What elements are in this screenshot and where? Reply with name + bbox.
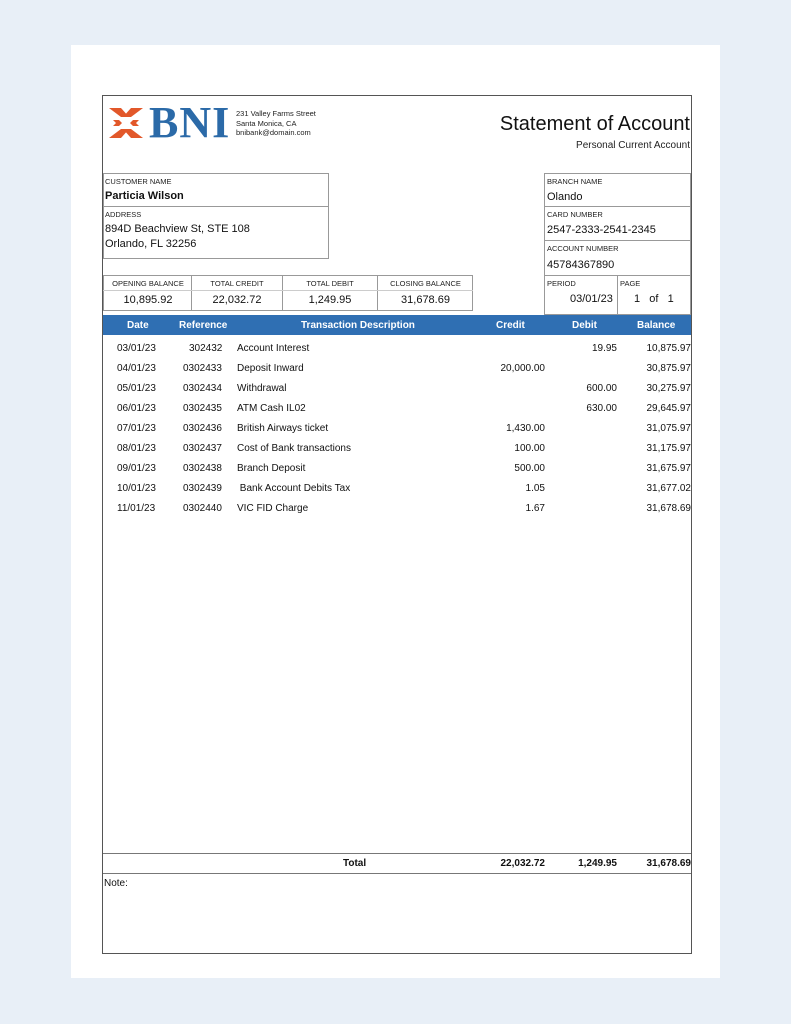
branch-name: Olando — [547, 191, 583, 203]
table-row — [103, 419, 691, 439]
row-desc: Account Interest — [237, 343, 310, 354]
row-date: 04/01/23 — [117, 363, 156, 374]
row-credit: 1.05 — [525, 483, 545, 494]
divider — [103, 206, 329, 207]
row-desc: Deposit Inward — [237, 363, 304, 374]
divider — [103, 290, 473, 291]
row-balance: 31,175.97 — [646, 443, 691, 454]
col-description: Transaction Description — [301, 320, 415, 331]
total-credit-label: TOTAL CREDIT — [210, 279, 264, 288]
period-value: 03/01/23 — [570, 293, 613, 305]
row-debit: 19.95 — [591, 343, 617, 354]
statement-subtitle: Personal Current Account — [576, 140, 690, 151]
total-debit-sum: 1,249.95 — [578, 858, 617, 869]
row-credit: 1,430.00 — [506, 423, 545, 434]
row-credit: 20,000.00 — [500, 363, 545, 374]
total-credit-sum: 22,032.72 — [500, 858, 545, 869]
period-label: PERIOD — [547, 279, 576, 288]
row-balance: 31,075.97 — [646, 423, 691, 434]
account-label: ACCOUNT NUMBER — [547, 244, 619, 253]
row-date: 05/01/23 — [117, 383, 156, 394]
bank-address-line2: Santa Monica, CA — [236, 118, 297, 128]
closing-balance-label: CLOSING BALANCE — [390, 279, 461, 288]
row-desc: British Airways ticket — [237, 423, 329, 434]
row-ref: 0302434 — [183, 383, 222, 394]
row-ref: 0302438 — [183, 463, 222, 474]
row-ref: 0302440 — [183, 503, 222, 514]
total-credit: 22,032.72 — [212, 294, 262, 306]
total-label: Total — [343, 858, 367, 869]
col-date: Date — [127, 320, 149, 331]
table-row — [103, 359, 691, 379]
row-balance: 30,275.97 — [646, 383, 691, 394]
card-label: CARD NUMBER — [547, 210, 603, 219]
divider — [103, 873, 691, 874]
opening-balance: 10,895.92 — [123, 294, 173, 306]
closing-balance: 31,678.69 — [401, 294, 450, 306]
row-balance: 31,677.02 — [646, 483, 691, 494]
row-debit: 600.00 — [586, 383, 617, 394]
branch-label: BRANCH NAME — [547, 177, 603, 186]
row-ref: 0302435 — [183, 403, 222, 414]
address-label: ADDRESS — [105, 210, 142, 219]
row-balance: 10,875.97 — [646, 343, 691, 354]
total-balance-sum: 31,678.69 — [646, 858, 691, 869]
col-credit: Credit — [496, 320, 525, 331]
row-date: 06/01/23 — [117, 403, 156, 414]
table-row — [103, 479, 691, 499]
divider — [617, 275, 618, 315]
table-row — [103, 459, 691, 479]
totals-row — [103, 856, 691, 872]
row-date: 03/01/23 — [117, 343, 156, 354]
bni-logo-icon — [107, 106, 145, 140]
transactions-header — [103, 315, 691, 335]
divider — [544, 240, 691, 241]
table-row — [103, 399, 691, 419]
col-balance: Balance — [637, 320, 676, 331]
row-ref: 302432 — [189, 343, 223, 354]
table-row — [103, 439, 691, 459]
customer-name: Particia Wilson — [105, 190, 184, 202]
row-date: 07/01/23 — [117, 423, 156, 434]
row-balance: 30,875.97 — [646, 363, 691, 374]
note-label: Note: — [104, 878, 128, 889]
total-debit-label: TOTAL DEBIT — [306, 279, 354, 288]
row-debit: 630.00 — [586, 403, 617, 414]
bank-address — [236, 109, 316, 138]
page-label: PAGE — [620, 279, 641, 288]
row-desc: ATM Cash IL02 — [237, 403, 306, 414]
divider — [544, 206, 691, 207]
row-date: 10/01/23 — [117, 483, 156, 494]
bank-address-line1: 231 Valley Farms Street — [236, 109, 316, 118]
col-reference: Reference — [179, 320, 228, 331]
row-desc: Branch Deposit — [237, 463, 306, 474]
address-line2: Orlando, FL 32256 — [105, 238, 197, 250]
bank-email: bnibank@domain.com — [236, 128, 311, 137]
row-desc: Cost of Bank transactions — [237, 443, 351, 454]
table-row — [103, 339, 691, 359]
account-number: 45784367890 — [547, 259, 615, 271]
card-number: 2547-2333-2541-2345 — [547, 224, 656, 236]
row-date: 09/01/23 — [117, 463, 156, 474]
table-row — [103, 379, 691, 399]
row-credit: 100.00 — [514, 443, 545, 454]
divider — [103, 853, 691, 854]
row-date: 11/01/23 — [117, 503, 156, 514]
page-value: 1 of 1 — [634, 293, 674, 305]
row-ref: 0302437 — [183, 443, 222, 454]
statement-title: Statement of Account — [499, 113, 690, 135]
row-balance: 29,645.97 — [646, 403, 691, 414]
bank-name: BNI — [149, 98, 231, 147]
row-desc: VIC FID Charge — [237, 503, 309, 514]
opening-balance-label: OPENING BALANCE — [112, 279, 184, 288]
table-row — [103, 499, 691, 519]
row-ref: 0302439 — [183, 483, 222, 494]
customer-name-label: CUSTOMER NAME — [105, 177, 172, 186]
row-ref: 0302436 — [183, 423, 222, 434]
row-date: 08/01/23 — [117, 443, 156, 454]
row-balance: 31,675.97 — [646, 463, 691, 474]
row-balance: 31,678.69 — [646, 503, 691, 514]
row-credit: 500.00 — [514, 463, 545, 474]
row-desc: Bank Account Debits Tax — [237, 483, 351, 494]
row-desc: Withdrawal — [237, 383, 287, 394]
row-ref: 0302433 — [183, 363, 222, 374]
total-debit: 1,249.95 — [308, 294, 352, 306]
row-credit: 1.67 — [525, 503, 545, 514]
address-line1: 894D Beachview St, STE 108 — [105, 223, 250, 235]
col-debit: Debit — [572, 320, 597, 331]
